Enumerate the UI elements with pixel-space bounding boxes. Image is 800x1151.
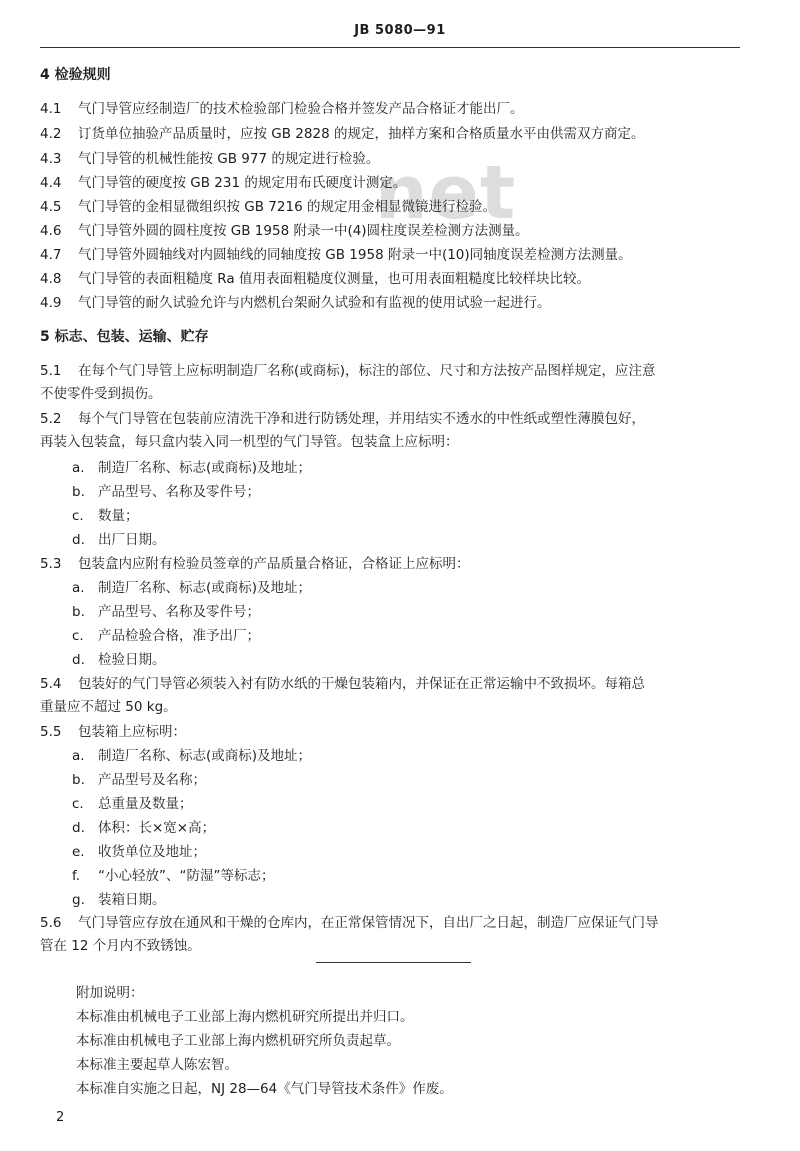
list-text: 制造厂名称、标志(或商标)及地址； <box>98 460 312 476</box>
standard-code-header: JB 5080—91 <box>354 23 446 38</box>
list-text: 制造厂名称、标志(或商标)及地址； <box>98 748 312 764</box>
section-5-title: 5 标志、包装、运输、贮存 <box>40 329 209 345</box>
notes-line: 本标准自实施之日起，NJ 28—64《气门导管技术条件》作废。 <box>76 1081 453 1097</box>
clause-text: 气门导管的耐久试验允许与内燃机台架耐久试验和有监视的使用试验一起进行。 <box>78 295 551 311</box>
list-item <box>72 747 311 765</box>
list-item <box>72 795 193 813</box>
clause-text: 气门导管的表面粗糙度 Ra 值用表面粗糙度仪测量，也可用表面粗糙度比较样块比较。 <box>78 271 590 287</box>
list-marker: c. <box>72 508 84 524</box>
clause-text: 包装盒内应附有检验员签章的产品质量合格证，合格证上应标明： <box>78 556 470 572</box>
clause-text: 气门导管外圆的圆柱度按 GB 1958 附录一中(4)圆柱度误差检测方法测量。 <box>78 223 529 239</box>
list-marker: b. <box>72 604 85 620</box>
clause-number: 5.4 <box>40 676 62 692</box>
clause-5-6-line2: 管在 12 个月内不致锈蚀。 <box>40 938 201 954</box>
list-item <box>72 459 311 477</box>
list-marker: f. <box>72 868 81 884</box>
list-text: 数量； <box>98 508 139 524</box>
clause-text: 每个气门导管在包装前应清洗干净和进行防锈处理，并用结实不透水的中性纸或塑性薄膜包好， <box>78 411 645 427</box>
clause-text: 气门导管的机械性能按 GB 977 的规定进行检验。 <box>78 151 380 167</box>
list-text: 产品型号、名称及零件号； <box>98 484 260 500</box>
clause-4-3 <box>40 150 379 168</box>
clause-number: 4.2 <box>40 126 62 142</box>
notes-title: 附加说明： <box>76 985 144 1001</box>
list-item <box>72 771 206 789</box>
list-text: 收货单位及地址； <box>98 844 206 860</box>
clause-text: 气门导管应存放在通风和干燥的仓库内，在正常保管情况下，自出厂之日起，制造厂应保证气门导 <box>78 915 659 931</box>
list-marker: c. <box>72 796 84 812</box>
clause-5-4-line1 <box>40 675 645 693</box>
clause-number: 5.1 <box>40 363 62 379</box>
notes-line: 本标准由机械电子工业部上海内燃机研究所负责起草。 <box>76 1033 400 1049</box>
clause-4-4 <box>40 174 406 192</box>
clause-4-5 <box>40 198 496 216</box>
clause-text: 气门导管外圆轴线对内圆轴线的同轴度按 GB 1958 附录一中(10)同轴度误差检测方法测量。 <box>78 247 632 263</box>
clause-number: 4.8 <box>40 271 62 287</box>
list-marker: g. <box>72 892 85 908</box>
clause-4-2 <box>40 125 644 143</box>
clause-number: 5.2 <box>40 411 62 427</box>
list-item <box>72 843 206 861</box>
notes-divider <box>316 962 471 963</box>
clause-number: 4.9 <box>40 295 62 311</box>
list-marker: d. <box>72 652 85 668</box>
watermark: net <box>375 150 517 236</box>
list-marker: c. <box>72 628 84 644</box>
list-marker: a. <box>72 748 85 764</box>
clause-number: 4.1 <box>40 101 62 117</box>
clause-4-9 <box>40 294 551 312</box>
clause-number: 4.4 <box>40 175 62 191</box>
list-marker: d. <box>72 532 85 548</box>
clause-number: 5.3 <box>40 556 62 572</box>
list-text: 装箱日期。 <box>98 892 166 908</box>
clause-number: 5.6 <box>40 915 62 931</box>
clause-text: 包装好的气门导管必须装入衬有防水纸的干燥包装箱内，并保证在正常运输中不致损坏。每箱总 <box>78 676 645 692</box>
clause-5-1-line1 <box>40 362 656 380</box>
list-marker: b. <box>72 484 85 500</box>
list-marker: e. <box>72 844 85 860</box>
clause-4-1 <box>40 100 524 118</box>
list-item <box>72 627 260 645</box>
clause-number: 4.3 <box>40 151 62 167</box>
clause-4-6 <box>40 222 529 240</box>
list-text: 产品检验合格，准予出厂； <box>98 628 260 644</box>
clause-text: 气门导管应经制造厂的技术检验部门检验合格并签发产品合格证才能出厂。 <box>78 101 524 117</box>
clause-text: 气门导管的金相显微组织按 GB 7216 的规定用金相显微镜进行检验。 <box>78 199 496 215</box>
list-text: 总重量及数量； <box>98 796 193 812</box>
clause-5-1-line2: 不使零件受到损伤。 <box>40 386 162 402</box>
list-item <box>72 483 260 501</box>
section-4-title: 4 检验规则 <box>40 67 111 83</box>
clause-number: 4.7 <box>40 247 62 263</box>
clause-number: 4.6 <box>40 223 62 239</box>
clause-number: 5.5 <box>40 724 62 740</box>
notes-line: 本标准由机械电子工业部上海内燃机研究所提出并归口。 <box>76 1009 414 1025</box>
list-text: 体积：长×宽×高； <box>98 820 216 836</box>
clause-4-8 <box>40 270 590 288</box>
clause-5-2-line1 <box>40 410 645 428</box>
list-item <box>72 531 166 549</box>
list-text: 产品型号及名称； <box>98 772 206 788</box>
list-text: 出厂日期。 <box>98 532 166 548</box>
list-marker: b. <box>72 772 85 788</box>
list-item <box>72 891 166 909</box>
clause-5-4-line2: 重量应不超过 50 kg。 <box>40 699 177 715</box>
list-text: 产品型号、名称及零件号； <box>98 604 260 620</box>
list-item <box>72 603 260 621</box>
list-item <box>72 867 274 885</box>
clause-number: 4.5 <box>40 199 62 215</box>
clause-text: 在每个气门导管上应标明制造厂名称(或商标)，标注的部位、尺寸和方法按产品图样规定，应注意 <box>78 363 656 379</box>
header-rule <box>40 47 740 48</box>
list-text: 制造厂名称、标志(或商标)及地址； <box>98 580 312 596</box>
list-item <box>72 819 215 837</box>
list-item <box>72 507 139 525</box>
clause-text: 气门导管的硬度按 GB 231 的规定用布氏硬度计测定。 <box>78 175 407 191</box>
list-text: 检验日期。 <box>98 652 166 668</box>
clause-text: 包装箱上应标明： <box>78 724 186 740</box>
list-marker: a. <box>72 580 85 596</box>
list-marker: d. <box>72 820 85 836</box>
clause-4-7 <box>40 246 632 264</box>
clause-5-5-line1 <box>40 723 186 741</box>
list-item <box>72 579 311 597</box>
clause-text: 订货单位抽验产品质量时，应按 GB 2828 的规定，抽样方案和合格质量水平由供需双方商定。 <box>78 126 645 142</box>
list-item <box>72 651 166 669</box>
clause-5-3-line1 <box>40 555 470 573</box>
list-marker: a. <box>72 460 85 476</box>
clause-5-6-line1 <box>40 914 659 932</box>
notes-line: 本标准主要起草人陈宏智。 <box>76 1057 238 1073</box>
page-number: 2 <box>56 1110 65 1125</box>
list-text: “小心轻放”、“防湿”等标志； <box>98 868 275 884</box>
clause-5-2-line2: 再装入包装盒，每只盒内装入同一机型的气门导管。包装盒上应标明： <box>40 434 459 450</box>
